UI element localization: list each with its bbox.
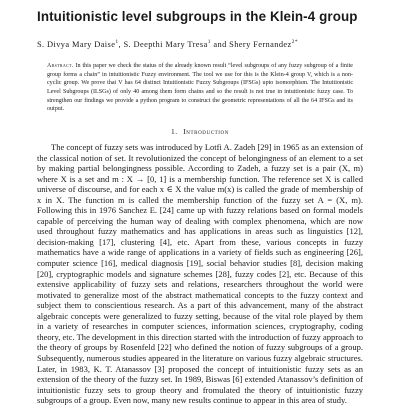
- author-separator: ,: [118, 39, 124, 49]
- abstract-label: Abstract.: [47, 62, 74, 69]
- author-line: [37, 39, 363, 49]
- abstract: [47, 62, 353, 114]
- author-separator: and: [210, 39, 230, 49]
- author-affiliation-mark: 2*: [291, 39, 298, 45]
- abstract-text: In this paper we check the status of the already known result “level subgroups of any fuzzy subgroup of a finite group forms a chain” in intuitionistic Fuzzy environment. The tool we use for this is the Klein-4 group V, which is a non-cyclic group. We prove that V has 64 distinct Intuitionistic Fuzzy Subgroups (IFSGs) upto isomorphism. The Intuitionistic Level Subgroups (ILSGs) of only 40 among them form chains and so the result is not true in intuitionistic fuzzy case. To strengthen our findings we provide a python program to construct the geometric representations of all the 64 IFSGs and its output.: [47, 62, 353, 113]
- section-heading: [37, 127, 363, 136]
- section-number: 1.: [171, 127, 178, 137]
- author-name: S. Deepthi Mary Tresa: [123, 39, 208, 49]
- section-title: Introduction: [183, 127, 229, 137]
- author-name: Shery Fernandez: [229, 39, 292, 49]
- paper-title: Intuitionistic level subgroups in the Klein-4 group: [37, 9, 358, 24]
- body-paragraph: The concept of fuzzy sets was introduced by Lotfi A. Zadeh [29] in 1965 as an extension of the classical notion of set. It revolutionized the concept of belongingness of an element to a set by making partial belongingness possible. According to Zadeh, a fuzzy set is a pair (X, m) where X is a set and m : X → [0, 1] is a membership function. The reference set X is called universe of discourse, and for each x ∈ X the value m(x) is called the grade of membership of x in X. The function m is called the membership function of the fuzzy set A = (X, m). Following this in 1976 Sanchez E. [24] came up with fuzzy relations based on formal models capable of perceiving the human way of dealing with complex phenomena, which are now used throughout fuzzy mathematics and has applications in areas such as linguistics [12], decision-making [17], clustering [4], etc. Apart from these, various concepts in fuzzy mathematics have a wide range of applications in a variety of fields such as engineering [26], computer science [16], medical diagnosis [19], social behavior studies [8], decision making [20], cryptographic models and signature schemes [28], fuzzy codes [2], etc. Because of this extensive applicability of fuzzy sets and relations, researchers throughout the world were motivated to generalize most of the abstract mathematical concepts to the fuzzy context and subject them to conscientious research. As a part of this advancement, many of the abstract algebraic concepts were generalized to fuzzy setting, because of the vital role played by them in a variety of researches in computer sciences, information sciences, cryptography, coding theory, etc. The development in this direction started with the introduction of fuzzy approach to the theory of groups by Rosenfeld [22] who defined the notion of fuzzy subgroups of a group. Subsequently, numerous studies appeared in the literature on various fuzzy algebraic structures. Later, in 1983, K. T. Atanassov [3] proposed the concept of intuitionistic fuzzy sets as an extension of the theory of the fuzzy set. In 1989, Biswas [6] extended Atanassov’s definition of intuitionistic fuzzy sets to group theory and fromulated the theory of intuitionistic fuzzy subgroups of a group. Even now, many new results continue to appear in this area of study.: [37, 142, 363, 406]
- author-affiliation-mark: 1: [207, 39, 211, 45]
- author-name: S. Divya Mary Daise: [37, 39, 116, 49]
- body-text: [37, 142, 363, 406]
- author-affiliation-mark: 1: [115, 39, 119, 45]
